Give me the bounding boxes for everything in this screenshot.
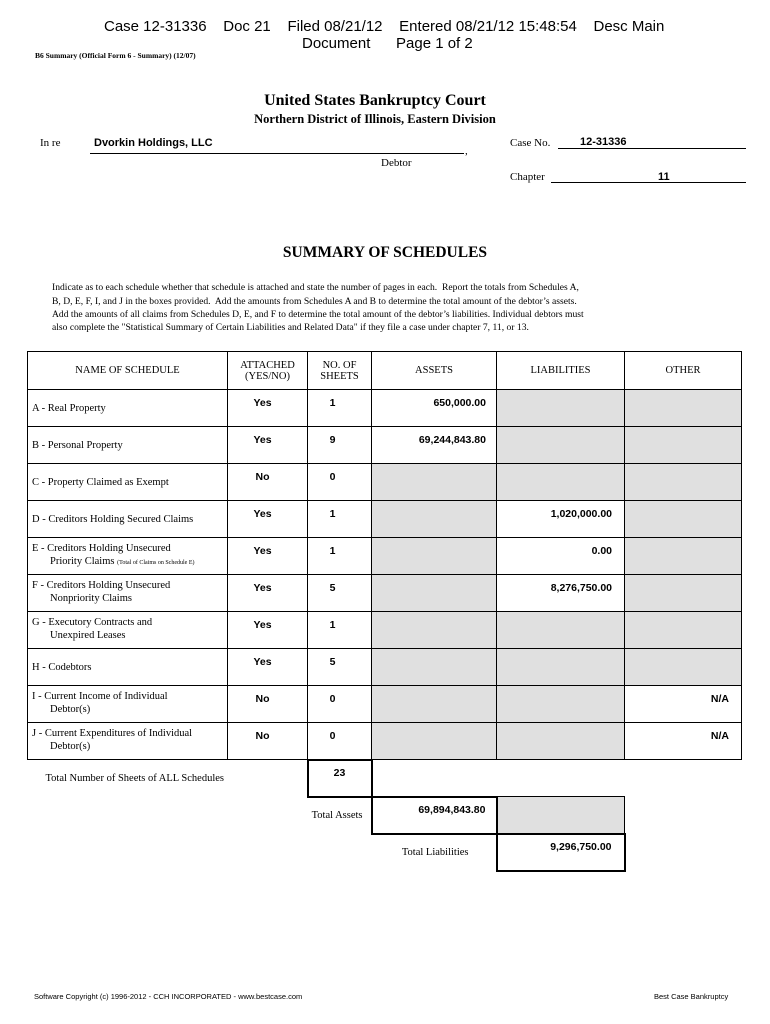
schedule-name-line-2-text: Nonpriority Claims <box>50 593 132 604</box>
sheets-cell <box>308 686 372 723</box>
attached-cell <box>228 575 308 612</box>
schedule-name <box>28 501 228 538</box>
other-value: N/A <box>710 730 729 742</box>
sheets-value: 5 <box>329 582 336 594</box>
table-row <box>28 649 742 686</box>
attached-value: Yes <box>253 582 272 594</box>
assets-cell <box>372 575 497 612</box>
court-title: United States Bankruptcy Court <box>264 92 486 109</box>
liabilities-cell <box>497 723 625 760</box>
filing-stamp-document: Document <box>302 35 371 52</box>
chapter-label: Chapter <box>510 171 545 183</box>
chapter-line <box>551 182 746 183</box>
sheets-cell <box>308 427 372 464</box>
schedule-name-line-2 <box>32 740 227 753</box>
schedule-name-line-2-text: Unexpired Leases <box>50 630 126 641</box>
sheets-value: 9 <box>329 434 336 446</box>
chapter-number: 11 <box>658 171 670 183</box>
header-other-text: OTHER <box>665 365 701 376</box>
schedule-name-line-1: I - Current Income of Individual <box>32 691 168 702</box>
schedule-name <box>28 575 228 612</box>
assets-cell <box>372 686 497 723</box>
in-re-label: In re <box>40 137 61 149</box>
header-attached <box>228 352 308 390</box>
attached-value: Yes <box>253 397 272 409</box>
total-assets-text: 69,894,843.80 <box>418 803 486 816</box>
schedule-name <box>28 427 228 464</box>
table-row <box>28 575 742 612</box>
other-cell <box>625 612 742 649</box>
schedule-note: (Total of Claims on Schedule E) <box>117 560 195 566</box>
filing-stamp-line-1: Case 12-31336 Doc 21 Filed 08/21/12 Entered 08/21/12 15:48:54 Desc Main <box>104 18 665 35</box>
assets-cell <box>372 464 497 501</box>
table-row <box>28 723 742 760</box>
total-liabilities-label <box>28 834 497 871</box>
other-cell <box>625 464 742 501</box>
schedule-name <box>28 686 228 723</box>
attached-cell <box>228 649 308 686</box>
total-liabilities-label-text: Total Liabilities <box>401 847 469 858</box>
header-attached-1: ATTACHED <box>240 360 295 371</box>
liabilities-cell <box>497 501 625 538</box>
header-name <box>28 352 228 390</box>
debtor-name-line <box>90 153 464 154</box>
instruction-line: B, D, E, F, I, and J in the boxes provided. Add the amounts from Schedules A and B to determine the total amount of the debtor’s assets. <box>52 295 577 307</box>
liabilities-cell <box>497 390 625 427</box>
case-no-line <box>558 148 746 149</box>
summary-heading: SUMMARY OF SCHEDULES <box>282 244 488 261</box>
sheets-cell <box>308 575 372 612</box>
table-row <box>28 686 742 723</box>
header-liabilities <box>497 352 625 390</box>
table-row <box>28 427 742 464</box>
assets-cell <box>372 390 497 427</box>
other-value: N/A <box>710 693 729 705</box>
sheets-value: 0 <box>329 471 336 483</box>
sheets-cell <box>308 612 372 649</box>
debtor-label: Debtor <box>381 157 412 169</box>
court-district: Northern District of Illinois, Eastern Division <box>254 112 496 126</box>
assets-cell <box>372 538 497 575</box>
sheets-value: 0 <box>329 693 336 705</box>
attached-value: No <box>255 730 270 742</box>
sheets-cell <box>308 723 372 760</box>
assets-cell <box>372 649 497 686</box>
footer-copyright: Software Copyright (c) 1996-2012 - CCH INCORPORATED - www.bestcase.com <box>34 992 303 1001</box>
total-assets-label-text: Total Assets <box>311 810 363 821</box>
sheets-value: 1 <box>329 545 336 557</box>
attached-cell <box>228 612 308 649</box>
schedule-name-line-2 <box>32 703 227 716</box>
total-sheets-row <box>28 760 742 797</box>
form-id: B6 Summary (Official Form 6 - Summary) (12/07) <box>35 51 196 60</box>
liabilities-cell <box>497 464 625 501</box>
header-sheets-2: SHEETS <box>320 371 359 382</box>
sheets-cell <box>308 464 372 501</box>
footer-brand: Best Case Bankruptcy <box>654 992 729 1001</box>
attached-value: Yes <box>253 508 272 520</box>
header-assets <box>372 352 497 390</box>
sheets-cell <box>308 649 372 686</box>
header-liabilities-text: LIABILITIES <box>530 365 591 376</box>
other-cell <box>625 649 742 686</box>
schedule-name-line-1: E - Creditors Holding Unsecured <box>32 543 171 554</box>
assets-cell <box>372 612 497 649</box>
schedule-name-line-2-text: Debtor(s) <box>50 704 91 715</box>
sheets-cell <box>308 390 372 427</box>
sheets-value: 1 <box>329 508 336 520</box>
table-row <box>28 612 742 649</box>
total-sheets-text: 23 <box>333 766 346 779</box>
other-cell <box>625 575 742 612</box>
schedule-name-line-1: J - Current Expenditures of Individual <box>32 728 193 739</box>
liabilities-cell <box>497 612 625 649</box>
table-row <box>28 464 742 501</box>
schedule-name-line-2-text: Debtor(s) <box>50 741 91 752</box>
schedule-name-line-2 <box>32 592 227 605</box>
total-liabilities-row <box>28 834 742 871</box>
other-cell <box>625 501 742 538</box>
liabilities-cell <box>497 575 625 612</box>
total-assets-value <box>372 797 497 834</box>
total-assets-row <box>28 797 742 834</box>
schedule-name-line-1: G - Executory Contracts and <box>32 617 153 628</box>
total-sheets-label-text: Total Number of Sheets of ALL Schedules <box>45 772 225 784</box>
table-row <box>28 538 742 575</box>
assets-cell <box>372 501 497 538</box>
liabilities-value: 0.00 <box>591 545 612 557</box>
schedule-name <box>28 612 228 649</box>
liabilities-cell <box>497 538 625 575</box>
case-no-label: Case No. <box>510 137 551 149</box>
attached-cell <box>228 390 308 427</box>
total-liabilities-spacer <box>625 834 742 871</box>
attached-cell <box>228 501 308 538</box>
header-other <box>625 352 742 390</box>
schedule-name <box>28 723 228 760</box>
schedule-name-line-1: A - Real Property <box>32 402 106 414</box>
header-sheets <box>308 352 372 390</box>
sheets-value: 0 <box>329 730 336 742</box>
assets-value: 650,000.00 <box>433 397 486 409</box>
attached-value: Yes <box>253 545 272 557</box>
liabilities-value: 1,020,000.00 <box>550 508 612 520</box>
attached-value: No <box>255 471 270 483</box>
table-header-row <box>28 352 742 390</box>
schedule-name <box>28 538 228 575</box>
total-assets-spacer <box>625 797 742 834</box>
schedule-name <box>28 464 228 501</box>
other-cell <box>625 723 742 760</box>
filing-stamp-page: Page 1 of 2 <box>396 35 473 52</box>
attached-cell <box>228 427 308 464</box>
liabilities-cell <box>497 686 625 723</box>
header-sheets-1: NO. OF <box>322 360 357 371</box>
schedule-name-line-1: F - Creditors Holding Unsecured <box>32 580 171 591</box>
instruction-line: Add the amounts of all claims from Schedules D, E, and F to determine the total amount of the debtor’s liabilities. Individual debtors must <box>52 308 584 320</box>
other-cell <box>625 686 742 723</box>
total-sheets-label <box>28 760 308 797</box>
total-sheets-value <box>308 760 372 797</box>
header-name-text: NAME OF SCHEDULE <box>75 365 180 376</box>
instruction-line: also complete the "Statistical Summary of Certain Liabilities and Related Data" if they file a case under chapter 7, 11, or 13. <box>52 322 529 334</box>
sheets-value: 1 <box>329 619 336 631</box>
table-row <box>28 501 742 538</box>
schedule-name <box>28 390 228 427</box>
schedule-name-line-1: H - Codebtors <box>32 661 92 673</box>
total-assets-label <box>28 797 372 834</box>
header-assets-text: ASSETS <box>415 365 453 376</box>
assets-value: 69,244,843.80 <box>418 434 486 446</box>
schedule-name-line-2-text: Priority Claims <box>50 556 115 567</box>
schedule-name-line-1: B - Personal Property <box>32 439 123 451</box>
liabilities-cell <box>497 649 625 686</box>
attached-cell <box>228 538 308 575</box>
schedule-name-line-1: C - Property Claimed as Exempt <box>32 476 169 488</box>
schedule-name-line-1: D - Creditors Holding Secured Claims <box>32 513 194 525</box>
table-row <box>28 390 742 427</box>
caption-comma: , <box>465 145 468 157</box>
sheets-value: 5 <box>329 656 336 668</box>
schedule-name-line-2 <box>32 629 227 642</box>
assets-cell <box>372 723 497 760</box>
total-liabilities-text: 9,296,750.00 <box>550 840 612 853</box>
header-attached-2: (YES/NO) <box>245 371 290 382</box>
case-number: 12-31336 <box>580 136 627 148</box>
liabilities-cell <box>497 427 625 464</box>
other-cell <box>625 427 742 464</box>
schedules-table <box>27 351 742 872</box>
assets-cell <box>372 427 497 464</box>
total-sheets-spacer <box>372 760 742 797</box>
instruction-line: Indicate as to each schedule whether that schedule is attached and state the number of pages in each. Report the totals from Schedules A, <box>52 282 579 294</box>
instructions <box>52 268 752 348</box>
attached-cell <box>228 686 308 723</box>
sheets-cell <box>308 501 372 538</box>
other-cell <box>625 390 742 427</box>
total-liabilities-value <box>497 834 625 871</box>
sheets-cell <box>308 538 372 575</box>
schedule-name-line-2 <box>32 555 227 570</box>
attached-value: Yes <box>253 619 272 631</box>
attached-cell <box>228 723 308 760</box>
attached-cell <box>228 464 308 501</box>
debtor-name: Dvorkin Holdings, LLC <box>94 137 213 149</box>
sheets-value: 1 <box>329 397 336 409</box>
total-assets-gray-cell <box>497 797 625 834</box>
liabilities-value: 8,276,750.00 <box>550 582 612 594</box>
attached-value: Yes <box>253 656 272 668</box>
attached-value: Yes <box>253 434 272 446</box>
other-cell <box>625 538 742 575</box>
schedule-name <box>28 649 228 686</box>
attached-value: No <box>255 693 270 705</box>
